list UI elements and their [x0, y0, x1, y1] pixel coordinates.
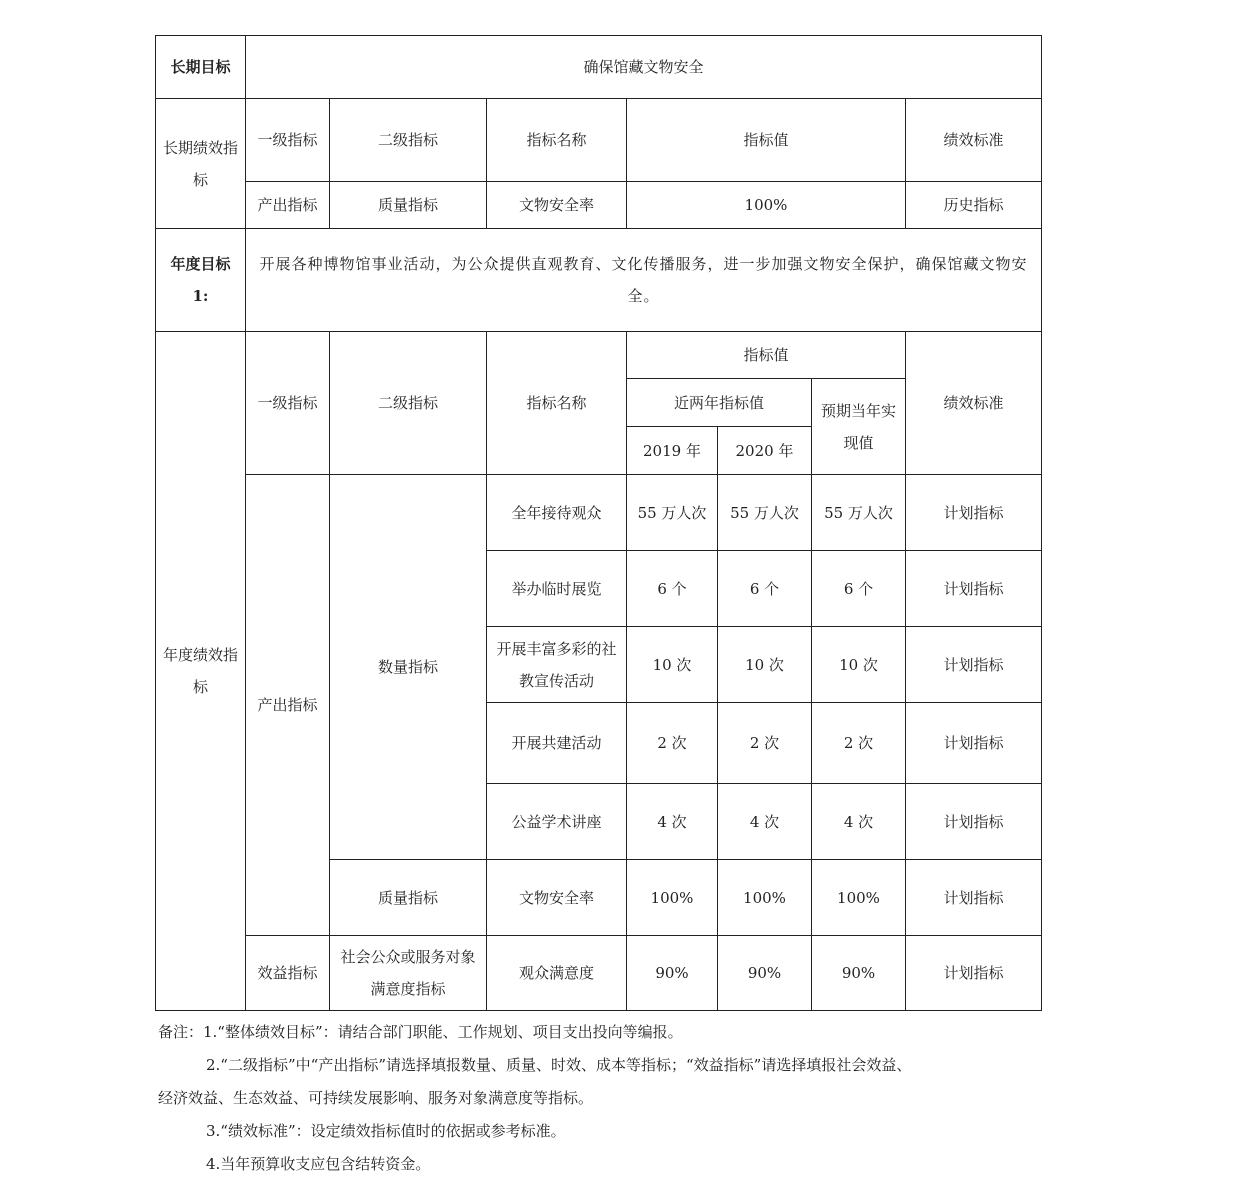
output-indicator-label: 产出指标 — [246, 475, 330, 936]
annual-header-level1: 一级指标 — [246, 332, 330, 475]
annual-header-level2: 二级指标 — [330, 332, 487, 475]
row-standard: 计划指标 — [906, 860, 1042, 936]
row-2019: 4 次 — [627, 784, 718, 860]
annual-header-2020: 2020 年 — [718, 427, 812, 475]
annual-header-value: 指标值 — [627, 332, 906, 379]
long-term-perf-label: 长期绩效指标 — [156, 99, 246, 229]
row-2020: 10 次 — [718, 627, 812, 703]
header-name: 指标名称 — [487, 99, 627, 182]
annual-header-recent: 近两年指标值 — [627, 379, 812, 427]
long-term-level1: 产出指标 — [246, 182, 330, 229]
satisfaction-indicator-label: 社会公众或服务对象满意度指标 — [330, 936, 487, 1011]
row-expected: 6 个 — [812, 551, 906, 627]
header-level2: 二级指标 — [330, 99, 487, 182]
row-2019: 2 次 — [627, 703, 718, 784]
row-expected: 2 次 — [812, 703, 906, 784]
row-name: 全年接待观众 — [487, 475, 627, 551]
row-2020: 100% — [718, 860, 812, 936]
row-standard: 计划指标 — [906, 551, 1042, 627]
row-expected: 10 次 — [812, 627, 906, 703]
header-value: 指标值 — [627, 99, 906, 182]
annual-header-name: 指标名称 — [487, 332, 627, 475]
long-term-goal-value: 确保馆藏文物安全 — [246, 36, 1042, 99]
row-2020: 2 次 — [718, 703, 812, 784]
notes — [158, 1016, 1038, 1181]
row-2019: 10 次 — [627, 627, 718, 703]
annual-goal-label: 年度目标 1: — [156, 229, 246, 332]
row-standard: 计划指标 — [906, 784, 1042, 860]
long-term-name: 文物安全率 — [487, 182, 627, 229]
row-standard: 计划指标 — [906, 703, 1042, 784]
long-term-level2: 质量指标 — [330, 182, 487, 229]
annual-perf-label: 年度绩效指标 — [156, 332, 246, 1011]
benefit-indicator-label: 效益指标 — [246, 936, 330, 1011]
row-2019: 90% — [627, 936, 718, 1011]
row-2020: 90% — [718, 936, 812, 1011]
row-2019: 6 个 — [627, 551, 718, 627]
long-term-value: 100% — [627, 182, 906, 229]
note-2-cont: 经济效益、生态效益、可持续发展影响、服务对象满意度等指标。 — [158, 1089, 594, 1107]
note-2: 2.“二级指标”中“产出指标”请选择填报数量、质量、时效、成本等指标；“效益指标”请选择填报社会效益、 — [206, 1056, 912, 1074]
row-standard: 计划指标 — [906, 936, 1042, 1011]
annual-header-standard: 绩效标准 — [906, 332, 1042, 475]
performance-table — [155, 35, 1042, 1011]
long-term-goal-label: 长期目标 — [156, 36, 246, 99]
annual-header-expected: 预期当年实现值 — [812, 379, 906, 475]
header-standard: 绩效标准 — [906, 99, 1042, 182]
row-2020: 4 次 — [718, 784, 812, 860]
row-expected: 100% — [812, 860, 906, 936]
quantity-indicator-label: 数量指标 — [330, 475, 487, 860]
annual-goal-text: 开展各种博物馆事业活动，为公众提供直观教育、文化传播服务，进一步加强文物安全保护，确保馆藏文物安全。 — [246, 229, 1042, 332]
row-name: 开展丰富多彩的社教宣传活动 — [487, 627, 627, 703]
row-2020: 55 万人次 — [718, 475, 812, 551]
row-2019: 55 万人次 — [627, 475, 718, 551]
row-expected: 4 次 — [812, 784, 906, 860]
note-4: 4.当年预算收支应包含结转资金。 — [206, 1155, 431, 1173]
header-level1: 一级指标 — [246, 99, 330, 182]
row-name: 举办临时展览 — [487, 551, 627, 627]
row-name: 文物安全率 — [487, 860, 627, 936]
note-1: 备注：1.“整体绩效目标”：请结合部门职能、工作规划、项目支出投向等编报。 — [158, 1023, 683, 1041]
row-name: 观众满意度 — [487, 936, 627, 1011]
row-2019: 100% — [627, 860, 718, 936]
note-3: 3.“绩效标准”：设定绩效指标值时的依据或参考标准。 — [206, 1122, 566, 1140]
annual-header-2019: 2019 年 — [627, 427, 718, 475]
quality-indicator-label: 质量指标 — [330, 860, 487, 936]
row-name: 开展共建活动 — [487, 703, 627, 784]
row-2020: 6 个 — [718, 551, 812, 627]
row-standard: 计划指标 — [906, 627, 1042, 703]
row-expected: 90% — [812, 936, 906, 1011]
row-expected: 55 万人次 — [812, 475, 906, 551]
row-standard: 计划指标 — [906, 475, 1042, 551]
long-term-standard: 历史指标 — [906, 182, 1042, 229]
row-name: 公益学术讲座 — [487, 784, 627, 860]
